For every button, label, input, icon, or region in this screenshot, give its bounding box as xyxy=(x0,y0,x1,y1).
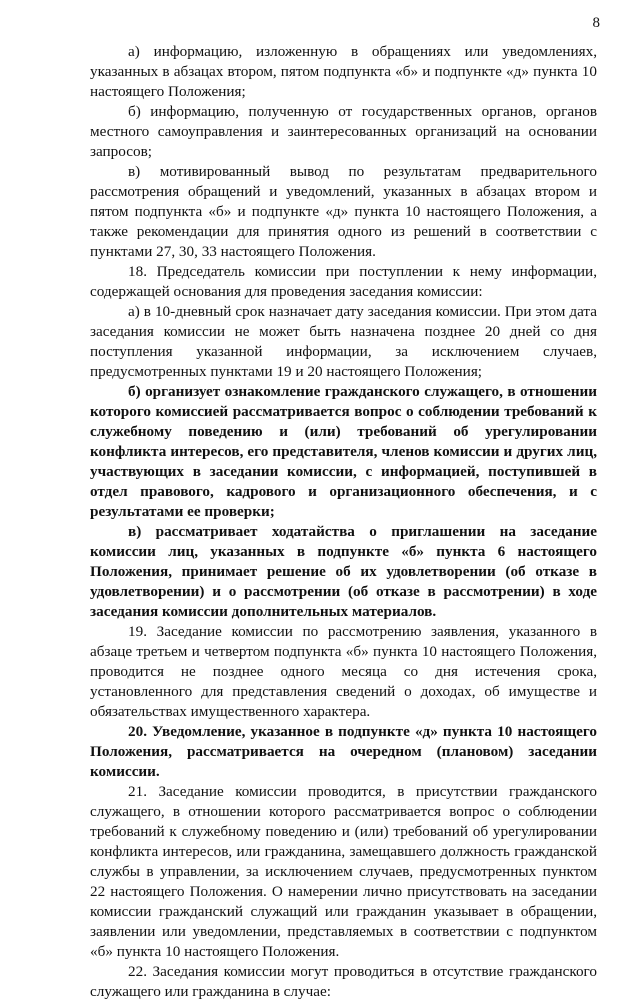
paragraph-18b: б) организует ознакомление гражданского служащего, в отношении которого комиссией рассматривается вопрос о соблюдении требований к служебному поведению и (или) требований об урегулировании конфликта интересов, его представителя, членов комиссии и других лиц, участвующих в заседании комиссии, с информацией, поступившей в отдел правового, кадрового и организационного обеспечения, и с результатами ее проверки; xyxy=(90,383,597,520)
paragraph-20: 20. Уведомление, указанное в подпункте «д» пункта 10 настоящего Положения, рассматривается на очередном (плановом) заседании комиссии. xyxy=(90,723,597,780)
paragraph-22: 22. Заседания комиссии могут проводиться в отсутствие гражданского служащего или гражданина в случае: xyxy=(90,963,597,1000)
paragraph-17v: в) мотивированный вывод по результатам предварительного рассмотрения обращений и уведомлений, указанных в абзацах втором и пятом подпункта «б» и подпункте «д» пункта 10 настоящего Положения, а также рекомендации для принятия одного из решений в соответствии с пунктами 27, 30, 33 настоящего Положения. xyxy=(90,163,597,260)
paragraph-17b: б) информацию, полученную от государственных органов, органов местного самоуправления и заинтересованных организаций на основании запросов; xyxy=(90,103,597,160)
document-body xyxy=(90,42,597,1002)
paragraph-18v: в) рассматривает ходатайства о приглашении на заседание комиссии лиц, указанных в подпункте «б» пункта 6 настоящего Положения, принимает решение об их удовлетворении (об отказе в удовлетворении) и о рассмотрении (об отказе в рассмотрении) в ходе заседания комиссии дополнительных материалов. xyxy=(90,523,597,620)
page-number: 8 xyxy=(592,15,600,31)
paragraph-18a: а) в 10-дневный срок назначает дату заседания комиссии. При этом дата заседания комиссии не может быть назначена позднее 20 дней со дня поступления указанной информации, за исключением случаев, предусмотренных пунктами 19 и 20 настоящего Положения; xyxy=(90,303,597,380)
paragraph-17a: а) информацию, изложенную в обращениях или уведомлениях, указанных в абзацах втором, пятом подпункта «б» и подпункте «д» пункта 10 настоящего Положения; xyxy=(90,43,597,100)
paragraph-21: 21. Заседание комиссии проводится, в присутствии гражданского служащего, в отношении которого рассматривается вопрос о соблюдении требований к служебному поведению и (или) требований об урегулировании конфликта интересов, или гражданина, замещавшего должность гражданской службы в управлении, за исключением случаев, предусмотренных пунктом 22 настоящего Положения. О намерении лично присутствовать на заседании комиссии гражданский служащий или гражданин указывает в обращении, заявлении или уведомлении, представляемых в соответствии с подпунктом «б» пункта 10 настоящего Положения. xyxy=(90,783,597,960)
paragraph-19: 19. Заседание комиссии по рассмотрению заявления, указанного в абзаце третьем и четвертом подпункта «б» пункта 10 настоящего Положения, проводится не позднее одного месяца со дня истечения срока, установленного для представления сведений о доходах, об имуществе и обязательствах имущественного характера. xyxy=(90,623,597,720)
paragraph-18: 18. Председатель комиссии при поступлении к нему информации, содержащей основания для проведения заседания комиссии: xyxy=(90,263,597,300)
